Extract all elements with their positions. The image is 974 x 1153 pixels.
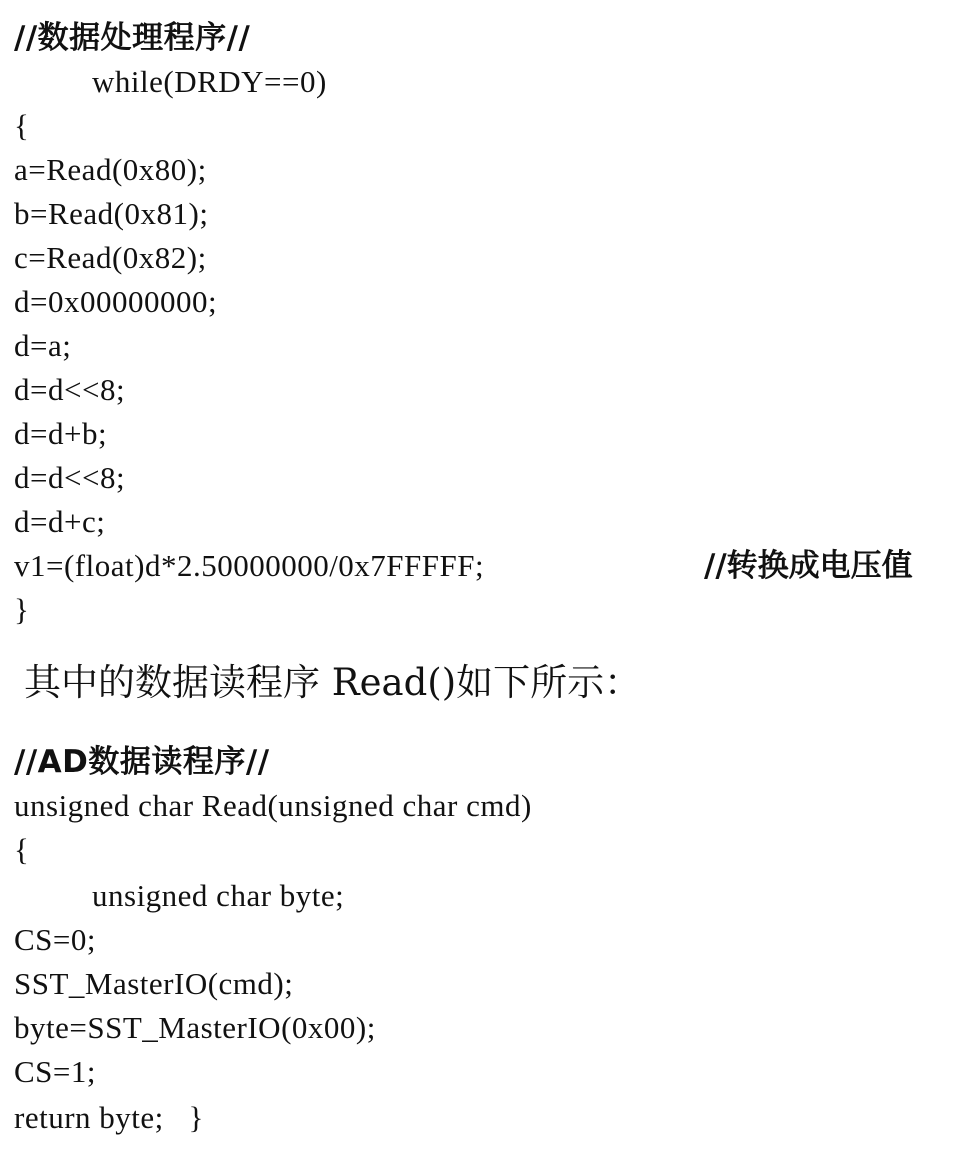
- code-line: d=d+c;: [14, 504, 106, 539]
- code-line: c=Read(0x82);: [14, 240, 207, 275]
- code-line: d=d<<8;: [14, 460, 126, 495]
- code-line: a=Read(0x80);: [14, 152, 207, 187]
- while-statement: while(DRDY==0): [92, 64, 327, 99]
- open-brace: {: [14, 832, 30, 867]
- processing-comment: //数据处理程序//: [14, 20, 251, 56]
- code-line: d=d<<8;: [14, 372, 126, 407]
- code-line: byte=SST_MasterIO(0x00);: [14, 1010, 376, 1045]
- conversion-comment: //转换成电压值: [704, 548, 913, 584]
- return-line: return byte; }: [14, 1100, 204, 1135]
- code-line: d=0x00000000;: [14, 284, 218, 319]
- close-brace: }: [14, 592, 30, 627]
- code-line: CS=0;: [14, 922, 97, 957]
- open-brace: {: [14, 108, 30, 143]
- section-heading: 其中的数据读程序 Read()如下所示：: [24, 661, 642, 704]
- code-line: b=Read(0x81);: [14, 196, 209, 231]
- code-line: d=d+b;: [14, 416, 108, 451]
- code-line: d=a;: [14, 328, 72, 363]
- read-routine-comment: //AD数据读程序//: [14, 744, 270, 780]
- variable-declaration: unsigned char byte;: [92, 878, 345, 913]
- code-line: SST_MasterIO(cmd);: [14, 966, 294, 1001]
- function-signature: unsigned char Read(unsigned char cmd): [14, 788, 532, 823]
- conversion-line: v1=(float)d*2.50000000/0x7FFFFF;: [14, 548, 485, 583]
- code-line: CS=1;: [14, 1054, 97, 1089]
